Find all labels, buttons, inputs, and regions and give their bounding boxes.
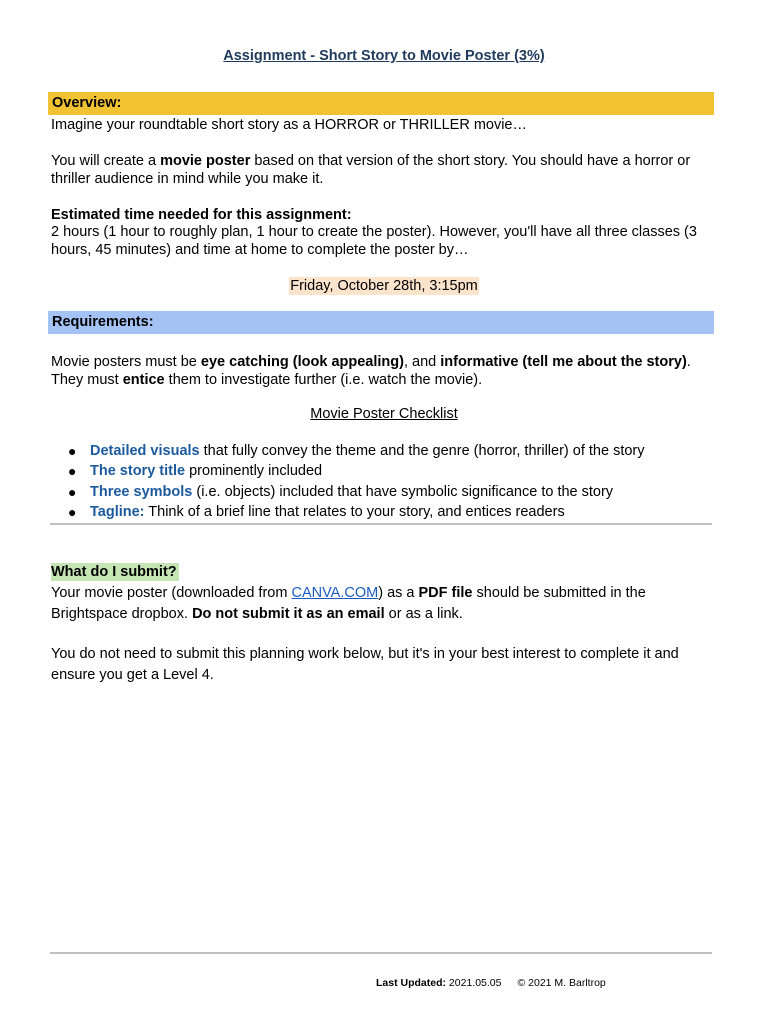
text-run: You will create a bbox=[51, 153, 161, 169]
requirements-heading-bar bbox=[48, 311, 714, 334]
text-run: Your movie poster (downloaded from bbox=[51, 585, 292, 601]
checklist-item bbox=[68, 483, 708, 503]
text-run-bold: Do not submit it as an email bbox=[192, 606, 385, 622]
text-run-bold: movie poster bbox=[160, 153, 251, 169]
footer bbox=[376, 977, 606, 989]
text-run: ) as a bbox=[378, 585, 419, 601]
last-updated-label: Last Updated: bbox=[376, 977, 447, 989]
text-run: should be submitted in the Brightspace dropbox. bbox=[51, 585, 646, 622]
checklist-item-text bbox=[90, 442, 645, 460]
checklist-description: prominently included bbox=[185, 463, 323, 480]
overview-intro: Imagine your roundtable short story as a HORROR or THRILLER movie… bbox=[51, 117, 527, 133]
text-run-bold: eye catching (look appealing) bbox=[200, 354, 404, 370]
checklist-description: that fully convey the theme and the genre (horror, thriller) of the story bbox=[199, 443, 645, 459]
overview-poster-paragraph bbox=[51, 152, 711, 188]
footer-divider bbox=[50, 952, 712, 954]
due-date-wrapper bbox=[0, 277, 768, 295]
text-run: or as a link. bbox=[384, 606, 463, 622]
checklist-description: Think of a brief line that relates to your story, and entices readers bbox=[144, 504, 565, 521]
planning-paragraph: You do not need to submit this planning work below, but it's in your best interest to complete it and ensure you get a Level 4. bbox=[51, 646, 679, 683]
text-run: them to investigate further (i.e. watch the movie). bbox=[164, 372, 483, 388]
checklist-term: Detailed visuals bbox=[90, 443, 200, 459]
requirements-paragraph bbox=[51, 353, 711, 389]
time-text: 2 hours (1 hour to roughly plan, 1 hour to create the poster). However, you'll have all three classes (3 hours, 45 minutes) and time at home to complete the poster by… bbox=[51, 224, 697, 258]
copyright: © 2021 M. Barltrop bbox=[517, 977, 606, 989]
checklist-item bbox=[68, 462, 708, 482]
checklist-item-text bbox=[90, 462, 322, 480]
text-run-bold: PDF file bbox=[418, 585, 473, 601]
overview-heading: Overview: bbox=[52, 95, 122, 111]
text-run: , and bbox=[403, 354, 441, 370]
time-heading: Estimated time needed for this assignment: bbox=[51, 207, 352, 223]
submit-paragraph bbox=[51, 583, 711, 625]
checklist-item-text bbox=[90, 483, 613, 501]
checklist-item bbox=[68, 503, 708, 523]
text-run: . They must bbox=[51, 354, 691, 388]
checklist-heading: Movie Poster Checklist bbox=[310, 406, 458, 422]
checklist-term: Three symbols bbox=[90, 483, 193, 500]
checklist-item-text bbox=[90, 503, 565, 521]
last-updated-value: 2021.05.05 bbox=[446, 977, 502, 989]
text-run: based on that version of the short story. You should have a horror or thriller audience in mind while you make it. bbox=[51, 153, 691, 187]
document-title: Assignment - Short Story to Movie Poster (3%) bbox=[223, 48, 545, 64]
text-run: Movie posters must be bbox=[51, 354, 201, 370]
bullet-icon: ● bbox=[68, 443, 77, 459]
submit-heading: What do I submit? bbox=[51, 564, 177, 580]
checklist-description: (i.e. objects) included that have symbolic significance to the story bbox=[192, 483, 614, 500]
checklist-term: Tagline: bbox=[90, 504, 145, 521]
bullet-icon: ● bbox=[68, 483, 77, 500]
overview-heading-bar bbox=[48, 92, 714, 115]
due-date: Friday, October 28th, 3:15pm bbox=[290, 278, 478, 294]
checklist bbox=[68, 442, 708, 524]
canva-link[interactable]: CANVA.COM bbox=[291, 585, 379, 601]
checklist-item bbox=[68, 442, 708, 462]
checklist-term: The story title bbox=[90, 463, 186, 480]
section-divider bbox=[50, 523, 712, 525]
text-run-bold: informative (tell me about the story) bbox=[440, 354, 687, 370]
text-run-bold: entice bbox=[122, 372, 165, 388]
bullet-icon: ● bbox=[68, 504, 77, 521]
requirements-heading: Requirements: bbox=[52, 314, 154, 330]
bullet-icon: ● bbox=[68, 463, 77, 480]
